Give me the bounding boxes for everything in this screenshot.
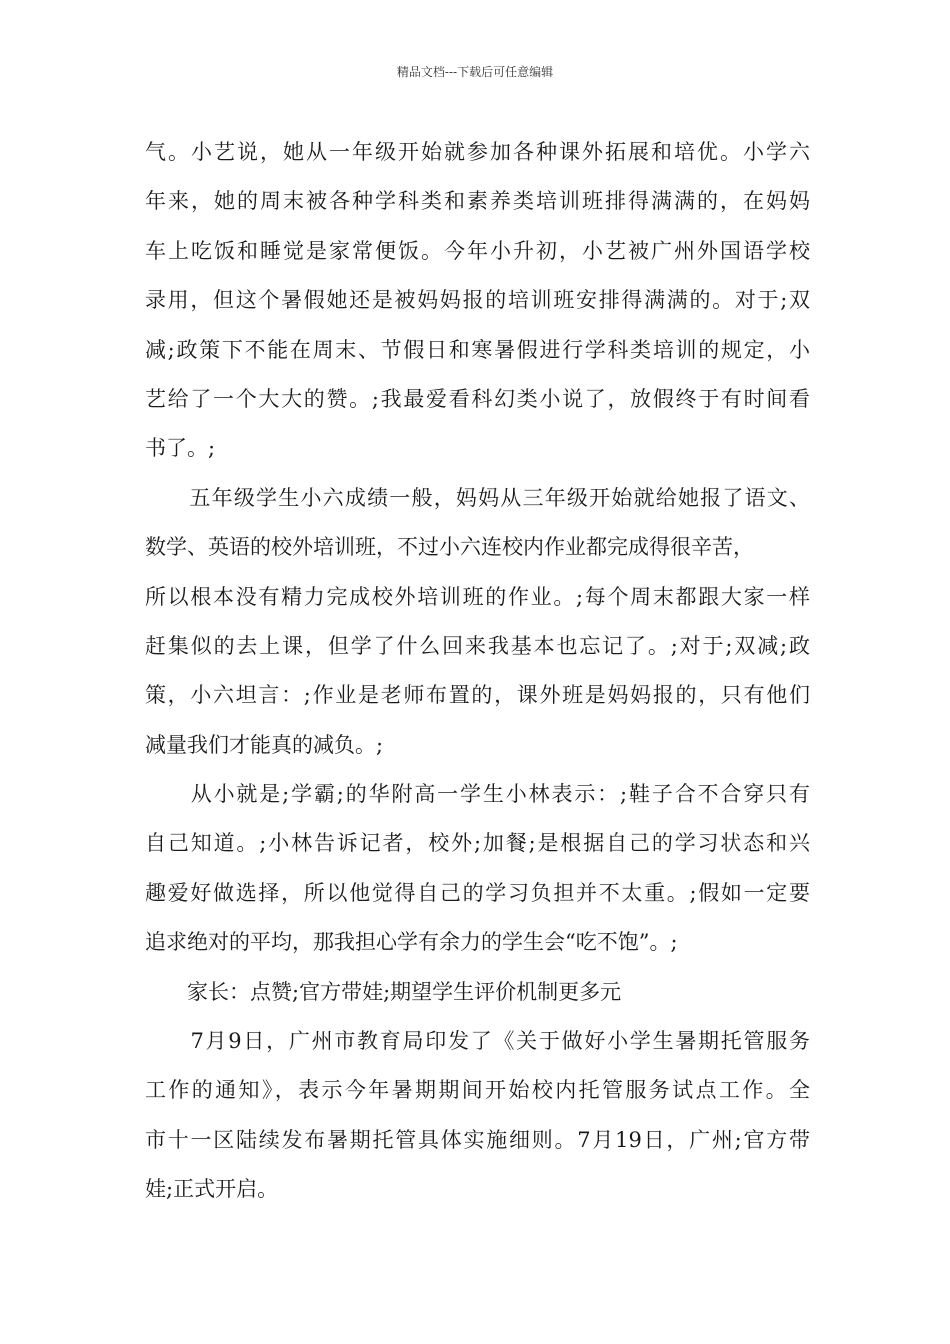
text-line: 数学、英语的校外培训班，不过小六连校内作业都完成得很辛苦， bbox=[145, 535, 754, 560]
text-line: 策，小六坦言：;作业是老师布置的，课外班是妈妈报的，只有他们 bbox=[145, 683, 810, 708]
text-line: 五年级学生小六成绩一般，妈妈从三年级开始就给她报了语文、 bbox=[145, 485, 810, 510]
text-line: 书了。; bbox=[145, 436, 216, 461]
text-line: 车上吃饭和睡觉是家常便饭。今年小升初，小艺被广州外国语学校 bbox=[145, 238, 810, 263]
text-line: 从小就是;学霸;的华附高一学生小林表示：;鞋子合不合穿只有 bbox=[145, 782, 810, 807]
text-line: 所以根本没有精力完成校外培训班的作业。;每个周末都跟大家一样 bbox=[145, 584, 810, 609]
text-line: 减;政策下不能在周末、节假日和寒暑假进行学科类培训的规定，小 bbox=[145, 337, 810, 362]
text-line: 7月9日，广州市教育局印发了《关于做好小学生暑期托管服务 bbox=[145, 1029, 810, 1054]
text-line: 年来，她的周末被各种学科类和素养类培训班排得满满的，在妈妈 bbox=[145, 189, 810, 214]
text-line: 工作的通知》，表示今年暑期期间开始校内托管服务试点工作。全 bbox=[145, 1078, 810, 1103]
paragraph-4 bbox=[145, 1017, 810, 1215]
text-line: 气。小艺说，她从一年级开始就参加各种课外拓展和培优。小学六 bbox=[145, 140, 810, 164]
document-body bbox=[145, 128, 810, 1215]
text-line: 录用，但这个暑假她还是被妈妈报的培训班安排得满满的。对于;双 bbox=[145, 288, 810, 313]
paragraph-1 bbox=[145, 128, 810, 474]
text-line: 趣爱好做选择，所以他觉得自己的学习负担并不太重。;假如一定要 bbox=[145, 880, 810, 905]
paragraph-2 bbox=[145, 474, 810, 770]
text-line: 追求绝对的平均，那我担心学有余力的学生会“吃不饱”。; bbox=[145, 930, 678, 955]
section-heading bbox=[145, 968, 810, 1017]
text-line: 市十一区陆续发布暑期托管具体实施细则。7月19日，广州;官方带 bbox=[145, 1127, 810, 1152]
text-line: 艺给了一个大大的赞。;我最爱看科幻类小说了，放假终于有时间看 bbox=[145, 386, 810, 411]
text-line: 赶集似的去上课，但学了什么回来我基本也忘记了。;对于;双减;政 bbox=[145, 633, 810, 658]
text-line: 减量我们才能真的减负。; bbox=[145, 732, 384, 757]
text-line: 家长：点赞;官方带娃;期望学生评价机制更多元 bbox=[145, 979, 622, 1004]
page-header: 精品文档---下载后可任意编辑 bbox=[396, 65, 554, 79]
text-line: 自己知道。;小林告诉记者，校外;加餐;是根据自己的学习状态和兴 bbox=[145, 831, 810, 856]
paragraph-3 bbox=[145, 770, 810, 968]
text-line: 娃;正式开启。 bbox=[145, 1177, 279, 1202]
